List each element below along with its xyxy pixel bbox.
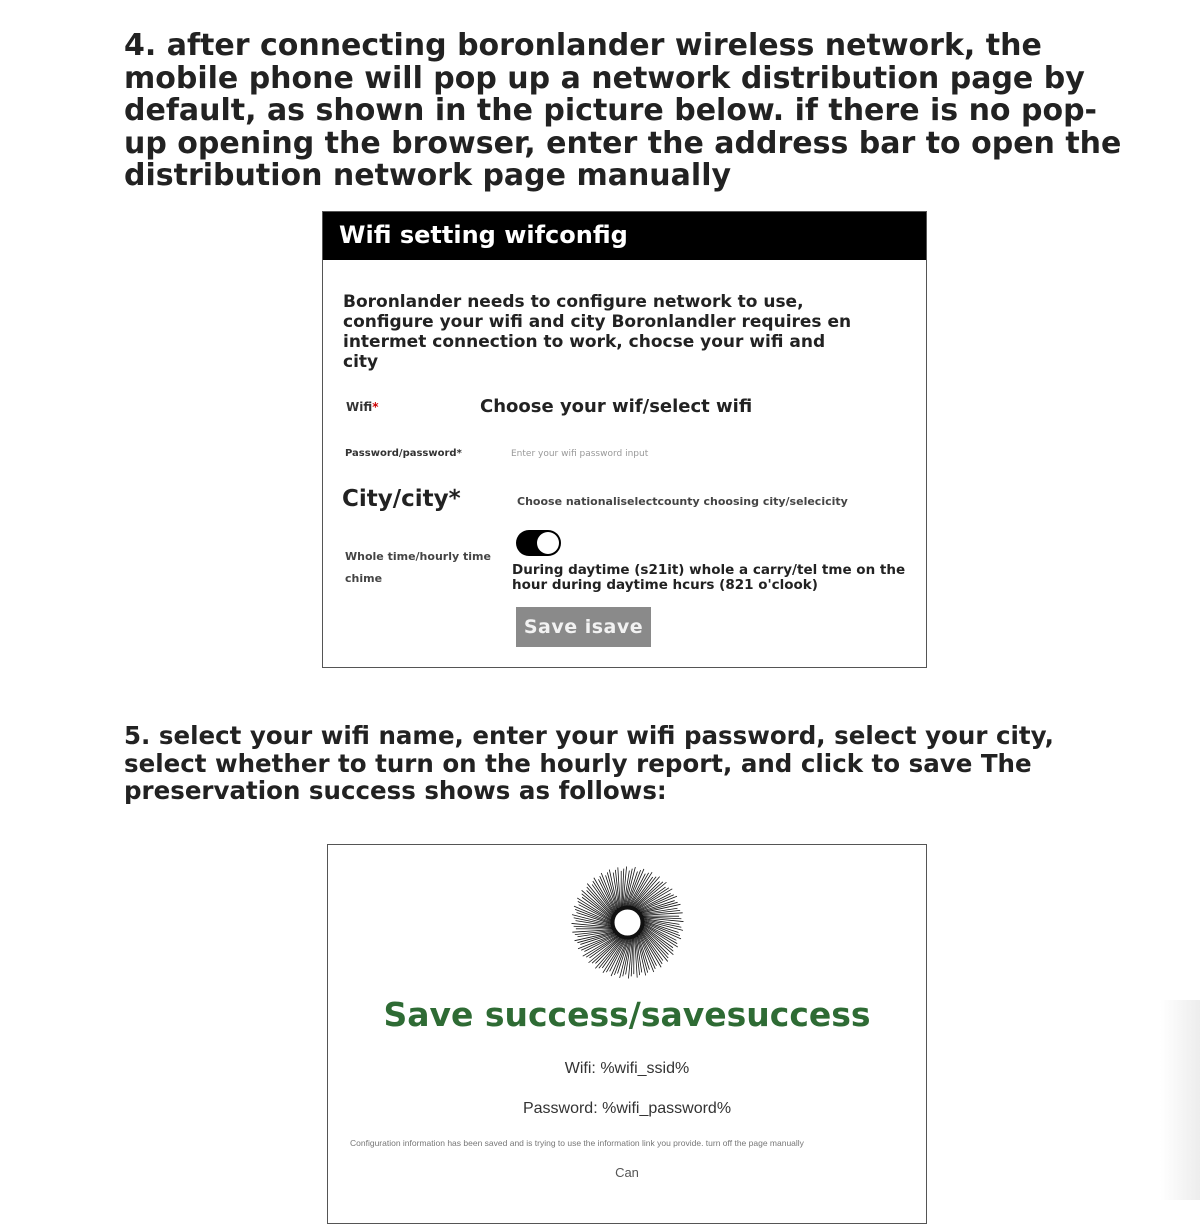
- city-label: City/city*: [342, 486, 461, 512]
- password-info-value: %wifi_password%: [602, 1100, 731, 1117]
- chime-description: During daytime (s21it) whole a carry/tel tme on the hour during daytime hcurs (821 o'clook): [512, 563, 907, 593]
- save-success-panel: [327, 844, 927, 1224]
- password-info-label: Password:: [523, 1100, 598, 1117]
- city-label-text: City/city: [342, 486, 449, 512]
- panel-intro-text: Boronlander needs to configure network to use, configure your wifi and city Boronlandler requires en intermet connection to work, chocse your wifi and city: [343, 292, 863, 372]
- password-info-row: [328, 1100, 926, 1118]
- panel-title: Wifi setting wifconfig: [323, 212, 926, 260]
- wifi-info-value: %wifi_ssid%: [600, 1060, 689, 1077]
- city-select[interactable]: Choose nationaliselectcounty choosing city/selecicity: [517, 495, 848, 508]
- config-note: Configuration information has been saved and is trying to use the information link you provide. turn off the page manually: [350, 1138, 890, 1148]
- toggle-knob: [537, 532, 559, 554]
- wifi-config-panel: [322, 211, 927, 668]
- wifi-info-label: Wifi:: [565, 1060, 596, 1077]
- success-title: Save success/savesuccess: [328, 995, 926, 1034]
- chime-toggle[interactable]: [516, 530, 561, 556]
- wifi-label-text: Wifi: [346, 400, 372, 414]
- password-label-text: Password/password: [345, 448, 457, 459]
- password-label: Password/password*: [345, 448, 462, 459]
- radial-loader-icon: [570, 865, 685, 980]
- step-4-instructions: 4. after connecting boronlander wireless network, the mobile phone will pop up a network distribution page by default, as shown in the picture below. if there is no pop-up opening the browser, enter the address bar to open the distribution network page manually: [124, 30, 1134, 193]
- edge-shadow: [1160, 1000, 1200, 1200]
- required-mark: *: [372, 400, 378, 414]
- step-5-instructions: 5. select your wifi name, enter your wifi password, select your city, select whether to turn on the hourly report, and click to save The preservation success shows as follows:: [124, 722, 1134, 805]
- password-input[interactable]: [511, 446, 711, 462]
- chime-label: Whole time/hourly time chime: [345, 546, 515, 590]
- close-button[interactable]: Can: [328, 1165, 926, 1180]
- save-button[interactable]: Save isave: [516, 607, 651, 647]
- wifi-info-row: [328, 1060, 926, 1078]
- wifi-label: [346, 400, 379, 414]
- wifi-select[interactable]: Choose your wif/select wifi: [480, 396, 752, 417]
